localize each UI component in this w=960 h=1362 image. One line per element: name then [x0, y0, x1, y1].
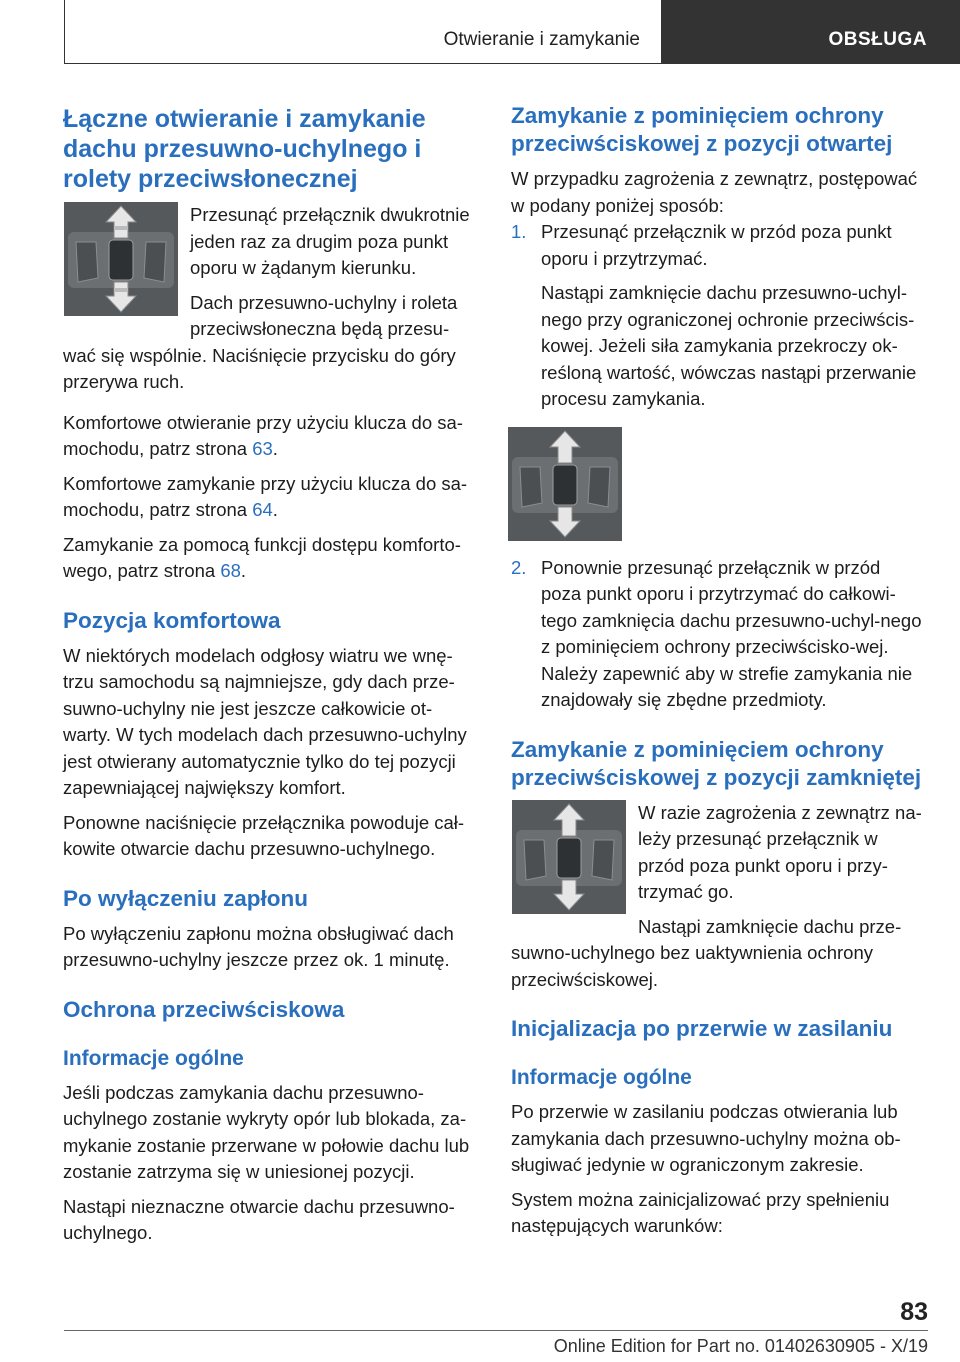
header-divider-left	[64, 0, 65, 64]
roof-switch-figure	[64, 202, 178, 316]
chapter-tab-label: OBSŁUGA	[828, 29, 927, 50]
paragraph-override-closed-1: W razie zagrożenia z zewnątrz na‐leży przesunąć przełącznik w przód poza punkt oporu i przy‐trzymać go.	[638, 801, 922, 902]
heading-comfort-position: Pozycja komfortowa	[63, 607, 281, 633]
heading-initialization: Inicjalizacja po przerwie w zasilaniu	[511, 1016, 893, 1041]
subheading-init-general: Informacje ogólne	[511, 1066, 692, 1089]
heading-override-from-closed: Zamykanie z pominięciem ochrony przeciwściskowej z pozycji zamkniętej	[511, 736, 922, 790]
chapter-tab	[661, 0, 960, 64]
paragraph-comfort-open: Komfortowe otwieranie przy użyciu klucza do sa‐mochodu, patrz strona 63.	[63, 411, 463, 459]
paragraph-combined-2: Dach przesuwno-uchylny i roleta przeciwsłoneczna będą przesu‐wać się wspólnie. Naciśnięcie przycisku do góry przerywa ruch.	[63, 291, 458, 392]
paragraph-override-closed-2: Nastąpi zamknięcie dachu prze‐suwno-uchylnego bez uaktywnienia ochrony przeciwściskowej.	[511, 915, 902, 990]
list-item	[511, 555, 925, 714]
footer-edition: Online Edition for Part no. 01402630905 - X/19	[553, 1336, 928, 1356]
paragraph-comfort-position-2: Ponowne naciśnięcie przełącznika powoduje cał‐kowite otwarcie dachu przesuwno-uchylnego.	[63, 811, 465, 859]
step-number: 2.	[511, 556, 527, 578]
heading-override-from-open: Zamykanie z pominięciem ochrony przeciwściskowej z pozycji otwartej	[511, 103, 893, 156]
heading-combined-operation: Łączne otwieranie i zamykanie dachu przesuwno-uchylnego i rolety przeciwsłonecznej	[63, 105, 426, 193]
step-number: 1.	[511, 221, 527, 242]
roof-switch-double-arrow-icon	[512, 800, 626, 914]
override-steps-list	[511, 219, 925, 413]
paragraph-comfort-position-1: W niektórych modelach odgłosy wiatru we wnę‐trzu samochodu są najmniejsze, gdy dach prze‐suwno-uchylny nie jest jeszcze całkowicie ot‐warty. W tych modelach dach przesuwno-uchylny jest otwierany automatycznie tylko do tej pozycji zapewniającej największy komfort.	[63, 644, 467, 798]
page-number: 83	[900, 1298, 928, 1326]
roof-switch-figure	[512, 800, 626, 914]
roof-switch-figure	[508, 427, 925, 541]
paragraph-pinch-2: Nastąpi nieznaczne otwarcie dachu przesuwno-uchylnego.	[63, 1195, 455, 1243]
footer-rule	[64, 1330, 928, 1331]
paragraph-override-intro: W przypadku zagrożenia z zewnątrz, postępować w podany poniżej sposób:	[511, 168, 918, 216]
paragraph-init-1: Po przerwie w zasilaniu podczas otwierania lub zamykania dach przesuwno-uchylny można ob‐sługiwać jedynie w ograniczonym zakresie.	[511, 1101, 901, 1175]
subheading-pinch-general: Informacje ogólne	[63, 1046, 244, 1070]
paragraph-pinch-1: Jeśli podczas zamykania dachu przesuwno-uchylnego zostanie wykryty opór lub blokada, za‐mykanie zostanie przerwane w połowie dachu lub zostanie zatrzyma się w uniesionej pozycji.	[63, 1081, 470, 1182]
step-note: Nastąpi zamknięcie dachu przesuwno-uchyl‐nego przy ograniczonej ochronie przeciwścis‐kowej. Jeżeli siła zamykania przekroczy ok‐reśloną wartość, wówczas nastąpi przerwanie procesu zamykania.	[541, 282, 917, 409]
paragraph-comfort-access: Zamykanie za pomocą funkcji dostępu komforto‐wego, patrz strona 68.	[63, 533, 461, 581]
link-page-68[interactable]: 68	[220, 560, 241, 581]
heading-pinch-protection: Ochrona przeciwściskowa	[63, 996, 345, 1022]
left-column	[63, 100, 477, 1247]
paragraph-comfort-close: Komfortowe zamykanie przy użyciu klucza do sa‐mochodu, patrz strona 64.	[63, 472, 468, 520]
roof-switch-double-arrow-icon	[508, 427, 622, 541]
override-steps-list-continued	[511, 555, 925, 714]
header-section-title: Otwieranie i zamykanie	[443, 29, 640, 50]
header-rule	[64, 63, 661, 64]
link-page-63[interactable]: 63	[252, 438, 273, 459]
heading-after-ignition-off: Po wyłączeniu zapłonu	[63, 885, 309, 911]
paragraph-after-ignition-off: Po wyłączeniu zapłonu można obsługiwać dach przesuwno-uchylny jeszcze przez ok. 1 minutę.	[63, 922, 454, 970]
list-item	[511, 219, 925, 413]
paragraph-init-2: System można zainicjalizować przy spełnieniu następujących warunków:	[511, 1188, 890, 1236]
right-column	[511, 100, 925, 1240]
paragraph-combined-1: Przesunąć przełącznik dwukrotnie jeden raz za drugim poza punkt oporu w żądanym kierunku.	[190, 204, 470, 278]
step-text: Przesunąć przełącznik w przód poza punkt oporu i przytrzymać.	[541, 221, 892, 269]
roof-switch-double-arrow-icon	[64, 202, 178, 316]
step-text: Ponownie przesunąć przełącznik w przód poza punkt oporu i przytrzymać do całkowi‐tego zamknięcia dachu przesuwno-uchyl‐nego z pominięciem ochrony przeciwścisko‐wej. Należy zapewnić aby w strefie zamykania nie znajdowały się zbędne przedmioty.	[541, 556, 922, 710]
link-page-64[interactable]: 64	[252, 499, 273, 520]
